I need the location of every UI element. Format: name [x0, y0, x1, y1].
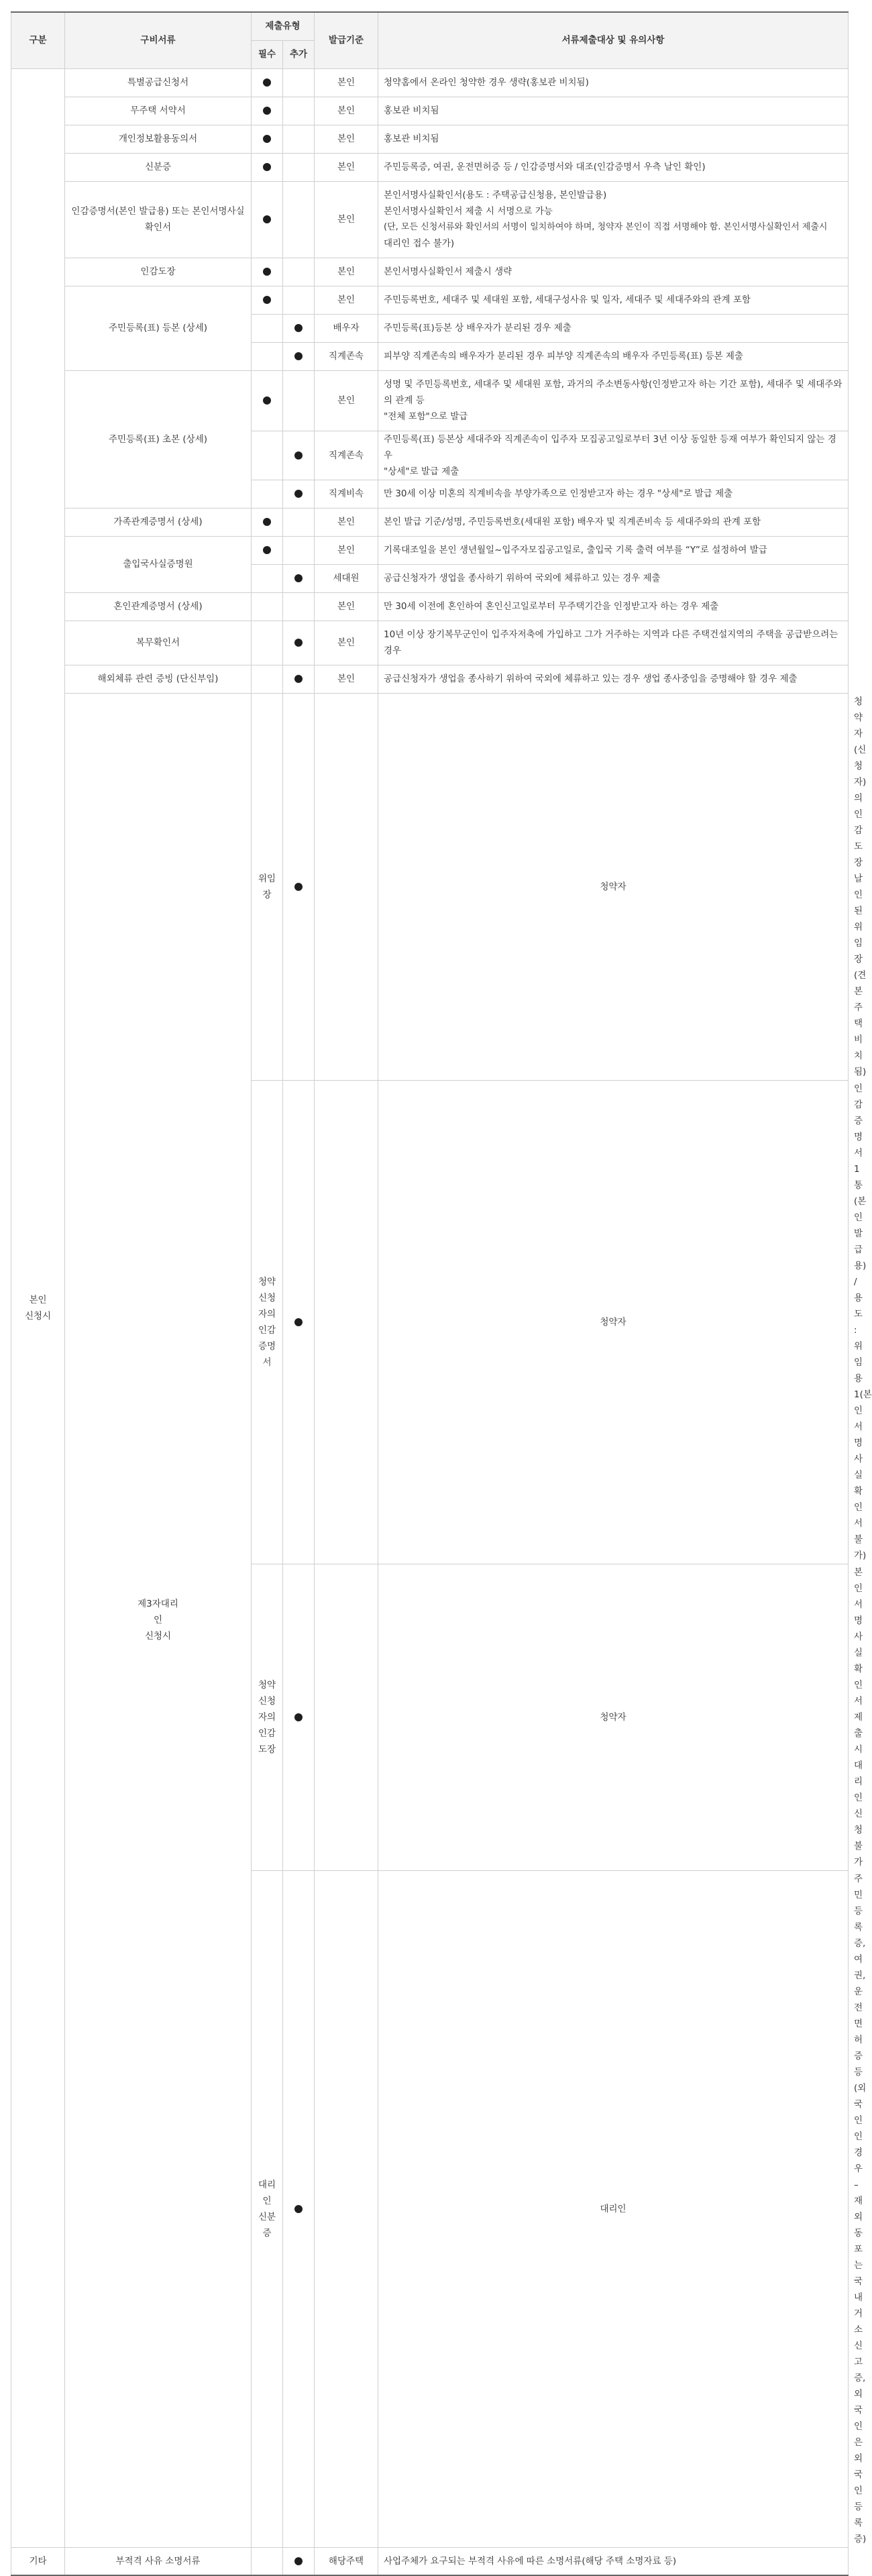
required-cell — [252, 480, 283, 508]
table-row: 제3자대리 인 신청시 위임장 청약자 청약자(신청자)의 인감도장 날인된 위임장(견본주택 비치됨) — [11, 693, 849, 1080]
additional-cell — [283, 592, 315, 621]
doc-cell: 해외체류 관련 증빙 (단신부임) — [65, 665, 252, 693]
note-line: "상세"로 발급 제출 — [384, 466, 459, 477]
required-cell — [252, 2547, 283, 2575]
table-row — [11, 370, 849, 431]
basis-cell: 본인 — [315, 536, 378, 564]
note-line: "전체 포함"으로 발급 — [384, 411, 468, 422]
table-row — [11, 286, 849, 314]
additional-cell — [283, 2547, 315, 2575]
required-cell — [252, 314, 283, 342]
doc-cell: 청약신청자의 인감증명서 — [252, 1080, 283, 1564]
doc-cell: 신분증 — [65, 153, 252, 181]
basis-cell: 본인 — [315, 97, 378, 125]
header-category: 구분 — [11, 12, 65, 68]
basis-cell: 배우자 — [315, 314, 378, 342]
additional-dot-icon — [294, 324, 303, 332]
table-row — [11, 665, 849, 693]
note-cell: 공급신청자가 생업을 종사하기 위하여 국외에 체류하고 있는 경우 제출 — [378, 564, 849, 592]
required-cell — [252, 592, 283, 621]
required-cell — [252, 125, 283, 153]
note-cell: 피부양 직계존속의 배우자가 분리된 경우 피부양 직계존속의 배우자 주민등록(표) 등본 제출 — [378, 342, 849, 370]
required-dot-icon — [263, 135, 271, 143]
required-cell — [283, 1870, 315, 2547]
required-cell — [252, 342, 283, 370]
basis-cell: 직계존속 — [315, 431, 378, 480]
required-dot-icon — [263, 396, 271, 405]
required-cell — [252, 258, 283, 286]
note-cell — [378, 431, 849, 480]
basis-cell: 본인 — [315, 258, 378, 286]
basis-cell: 본인 — [315, 286, 378, 314]
group-self-cell — [11, 68, 65, 2547]
note-cell: 본인 발급 기준/성명, 주민등록번호(세대원 포함) 배우자 및 직계존비속 등 세대주와의 관계 포함 — [378, 508, 849, 536]
note-line: 성명 및 주민등록번호, 세대주 및 세대원 포함, 과거의 주소변동사항(인정받고자 하는 기간 포함), 세대주 및 세대주와 — [384, 379, 842, 390]
basis-cell: 직계비속 — [315, 480, 378, 508]
doc-cell: 대리인 신분증 — [252, 1870, 283, 2547]
note-cell: 사업주체가 요구되는 부적격 사유에 따른 소명서류(해당 주택 소명자료 등) — [378, 2547, 849, 2575]
note-line: 본인서명사실확인서 제출 시 서명으로 가능 — [384, 206, 553, 217]
note-line: 주민등록(표) 등본상 세대주와 직계존속이 입주자 모집공고일로부터 3년 이상 동일한 등재 여부가 확인되지 않는 경우 — [384, 433, 836, 461]
table-row: 청약신청자의 인감증명서 청약자 인감증명서1통(본인발급용) / 용도 : 위임용1(본인서명사실확인서불가) — [11, 1080, 849, 1564]
basis-cell: 본인 — [315, 592, 378, 621]
additional-cell — [283, 153, 315, 181]
required-cell — [252, 536, 283, 564]
additional-cell — [283, 431, 315, 480]
required-cell — [283, 1564, 315, 1870]
doc-cell: 인감도장 — [65, 258, 252, 286]
doc-cell: 특별공급신청서 — [65, 68, 252, 97]
required-cell — [252, 68, 283, 97]
additional-cell — [283, 258, 315, 286]
doc-cell: 청약신청자의 인감도장 — [252, 1564, 283, 1870]
note-cell: 만 30세 이전에 혼인하여 혼인신고일로부터 무주택기간을 인정받고자 하는 경우 제출 — [378, 592, 849, 621]
required-cell — [283, 693, 315, 1080]
note-cell: 주민등록증, 여권, 운전면허증 등 / 인감증명서와 대조(인감증명서 우측 날인 확인) — [378, 153, 849, 181]
doc-cell: 위임장 — [252, 693, 283, 1080]
table-row — [11, 2547, 849, 2575]
required-cell — [252, 431, 283, 480]
additional-cell — [283, 97, 315, 125]
group-etc-cell: 기타 — [11, 2547, 65, 2575]
additional-cell — [283, 370, 315, 431]
additional-cell — [283, 480, 315, 508]
group-label: 인 — [153, 1615, 163, 1625]
group-proxy-cell — [65, 693, 252, 2547]
additional-cell — [283, 342, 315, 370]
doc-cell: 출입국사실증명원 — [65, 536, 252, 592]
table-row — [11, 621, 849, 665]
header-notes: 서류제출대상 및 유의사항 — [378, 12, 849, 68]
table-row — [11, 125, 849, 153]
required-cell — [252, 665, 283, 693]
table-row — [11, 68, 849, 97]
group-label: 제3자대리 — [138, 1599, 178, 1609]
note-line: 10년 이상 장기복무군인이 입주자저축에 가입하고 그가 거주하는 지역과 다른 주택건설지역의 주택을 공급받으려는 — [384, 629, 838, 640]
additional-cell — [283, 621, 315, 665]
additional-dot-icon — [294, 352, 303, 360]
required-cell — [252, 370, 283, 431]
group-label: 본인 — [29, 1294, 47, 1305]
additional-cell — [283, 508, 315, 536]
note-cell: 홍보관 비치됨 — [378, 97, 849, 125]
additional-dot-icon — [294, 639, 303, 647]
table-row — [11, 258, 849, 286]
additional-dot-icon — [294, 490, 303, 498]
note-cell: 청약홈에서 온라인 청약한 경우 생략(홍보관 비치됨) — [378, 68, 849, 97]
table-row: 청약신청자의 인감도장 청약자 본인서명사실 확인서 제출시 대리인 신청 불가 — [11, 1564, 849, 1870]
required-dot-icon — [263, 78, 271, 87]
basis-cell: 청약자 — [378, 1080, 849, 1564]
basis-cell: 본인 — [315, 68, 378, 97]
header-submission-type: 제출유형 — [252, 12, 315, 40]
group-label: 신청시 — [24, 1310, 52, 1322]
basis-cell: 대리인 — [378, 1870, 849, 2547]
note-line: 의 관계 등 — [384, 395, 425, 406]
required-cell — [252, 508, 283, 536]
additional-cell — [315, 693, 378, 1080]
note-cell — [378, 181, 849, 258]
required-dot-icon — [263, 546, 271, 554]
additional-dot-icon — [294, 675, 303, 683]
additional-cell — [283, 68, 315, 97]
note-cell — [378, 370, 849, 431]
table-row — [11, 536, 849, 564]
note-cell: 만 30세 이상 미혼의 직계비속을 부양가족으로 인정받고자 하는 경우 "상세"로 발급 제출 — [378, 480, 849, 508]
table-row — [11, 592, 849, 621]
basis-cell: 해당주택 — [315, 2547, 378, 2575]
required-dot-icon — [263, 296, 271, 304]
additional-cell — [283, 536, 315, 564]
basis-cell: 직계존속 — [315, 342, 378, 370]
note-cell: 본인서명사실확인서 제출시 생략 — [378, 258, 849, 286]
basis-cell: 본인 — [315, 665, 378, 693]
note-line: (단, 모든 신청서류와 확인서의 서명이 일치하여야 하며, 청약자 본인이 직접 서명해야 함. 본인서명사실확인서 제출시 — [384, 222, 828, 232]
note-line: 본인서명사실확인서(용도 : 주택공급신청용, 본인발급용) — [384, 190, 607, 201]
note-cell: 주민등록(표)등본 상 배우자가 분리된 경우 제출 — [378, 314, 849, 342]
required-documents-table — [11, 11, 872, 2576]
required-cell — [252, 97, 283, 125]
required-dot-icon — [263, 107, 271, 115]
required-cell — [252, 153, 283, 181]
doc-line: 인감증명서(본인 발급용) 또는 본인서명사실 — [71, 206, 245, 217]
additional-dot-icon — [294, 574, 303, 582]
doc-cell: 복무확인서 — [65, 621, 252, 665]
basis-cell: 본인 — [315, 370, 378, 431]
doc-cell: 부적격 사유 소명서류 — [65, 2547, 252, 2575]
note-cell: 홍보관 비치됨 — [378, 125, 849, 153]
doc-cell: 무주택 서약서 — [65, 97, 252, 125]
required-cell — [252, 286, 283, 314]
additional-cell — [283, 564, 315, 592]
note-cell: 공급신청자가 생업을 종사하기 위하여 국외에 체류하고 있는 경우 생업 종사중임을 증명해야 할 경우 제출 — [378, 665, 849, 693]
header-document: 구비서류 — [65, 12, 252, 68]
doc-cell: 주민등록(표) 초본 (상세) — [65, 370, 252, 508]
additional-dot-icon — [294, 451, 303, 460]
table-row — [11, 508, 849, 536]
basis-cell: 본인 — [315, 508, 378, 536]
additional-cell — [283, 125, 315, 153]
basis-cell: 청약자 — [378, 693, 849, 1080]
required-dot-icon — [294, 1318, 303, 1326]
additional-cell — [283, 181, 315, 258]
additional-cell — [315, 1080, 378, 1564]
additional-cell — [283, 314, 315, 342]
additional-dot-icon — [294, 2557, 303, 2565]
additional-cell — [315, 1870, 378, 2547]
basis-cell: 본인 — [315, 153, 378, 181]
required-documents-table-wrapper — [11, 11, 872, 2576]
doc-cell: 가족관계증명서 (상세) — [65, 508, 252, 536]
header-additional: 추가 — [283, 40, 315, 68]
note-line: 경우 — [384, 645, 402, 656]
note-cell: 기록대조일을 본인 생년월일~입주자모집공고일로, 출입국 기록 출력 여부를 “Y”로 설정하여 발급 — [378, 536, 849, 564]
basis-cell: 세대원 — [315, 564, 378, 592]
additional-cell — [283, 665, 315, 693]
header-issue-basis: 발급기준 — [315, 12, 378, 68]
required-cell — [252, 564, 283, 592]
additional-cell — [283, 286, 315, 314]
table-row — [11, 97, 849, 125]
group-label: 신청시 — [144, 1631, 172, 1642]
header-required: 필수 — [252, 40, 283, 68]
required-dot-icon — [263, 518, 271, 526]
doc-cell: 혼인관계증명서 (상세) — [65, 592, 252, 621]
basis-cell: 본인 — [315, 125, 378, 153]
doc-cell: 주민등록(표) 등본 (상세) — [65, 286, 252, 370]
table-row: 대리인 신분증 대리인 주민등록증, 여권, 운전면허증 등(외국인인 경우 – 재외동포는 국내거소신고증, 외국인은 외국인 등록증) — [11, 1870, 849, 2547]
header-row — [11, 12, 849, 40]
note-line: 대리인 접수 불가) — [384, 238, 455, 249]
required-dot-icon — [294, 1713, 303, 1721]
required-dot-icon — [263, 268, 271, 276]
additional-cell — [315, 1564, 378, 1870]
required-dot-icon — [263, 215, 271, 223]
basis-cell: 청약자 — [378, 1564, 849, 1870]
doc-cell — [65, 181, 252, 258]
required-dot-icon — [294, 883, 303, 891]
doc-cell: 개인정보활용동의서 — [65, 125, 252, 153]
note-cell: 주민등록번호, 세대주 및 세대원 포함, 세대구성사유 및 일자, 세대주 및 세대주와의 관계 포함 — [378, 286, 849, 314]
note-cell — [378, 621, 849, 665]
doc-line: 확인서 — [144, 222, 172, 233]
basis-cell: 본인 — [315, 621, 378, 665]
required-cell — [283, 1080, 315, 1564]
required-dot-icon — [263, 163, 271, 171]
required-dot-icon — [294, 2205, 303, 2213]
required-cell — [252, 621, 283, 665]
basis-cell: 본인 — [315, 181, 378, 258]
required-cell — [252, 181, 283, 258]
table-row — [11, 181, 849, 258]
table-row — [11, 153, 849, 181]
